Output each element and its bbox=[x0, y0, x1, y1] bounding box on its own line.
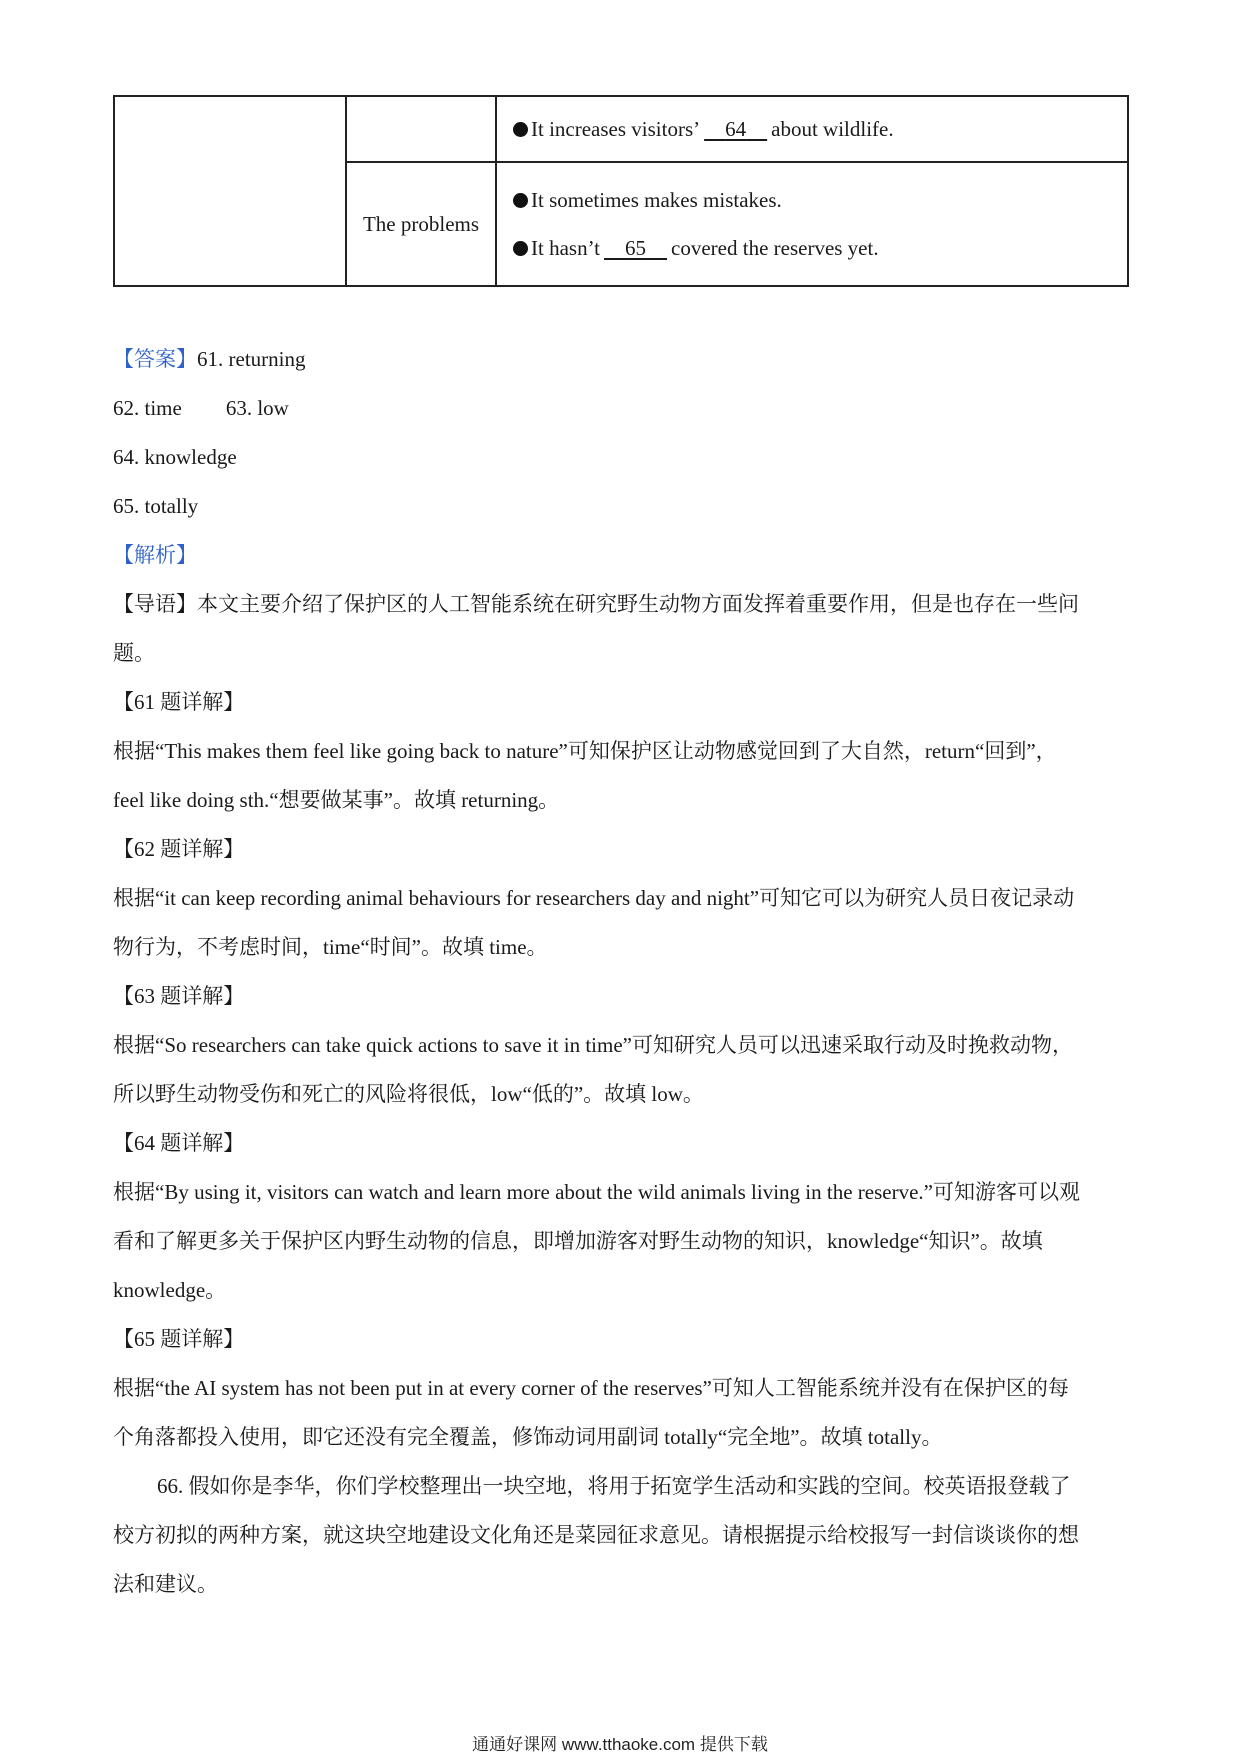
q65-detail: 个角落都投入使用，即它还没有完全覆盖，修饰动词用副词 totally“完全地”。故填 totally。 bbox=[113, 1425, 943, 1449]
q61-detail: feel like doing sth.“想要做某事”。故填 returning。 bbox=[113, 788, 560, 812]
q62-heading: 【62 题详解】 bbox=[113, 837, 245, 861]
fill-blank bbox=[704, 105, 767, 153]
q65-heading: 【65 题详解】 bbox=[113, 1327, 245, 1351]
table-row bbox=[114, 96, 1128, 162]
q62-detail: 物行为，不考虑时间，time“时间”。故填 time。 bbox=[113, 935, 548, 959]
footer-watermark: 通通好课网 www.tthaoke.com 提供下载 bbox=[472, 1735, 768, 1754]
blank-number: 65 bbox=[625, 236, 647, 260]
blank-number: 64 bbox=[725, 117, 747, 141]
q64-heading: 【64 题详解】 bbox=[113, 1131, 245, 1155]
q62-detail: 根据“it can keep recording animal behaviours for researchers day and night”可知它可以为研究人员日夜记录动 bbox=[113, 886, 1075, 910]
analysis-intro: 【导语】本文主要介绍了保护区的人工智能系统在研究野生动物方面发挥着重要作用，但是也存在一些问 bbox=[113, 592, 1079, 616]
bullet-line bbox=[513, 176, 1127, 224]
table-cell-empty bbox=[346, 96, 496, 162]
q64-detail: 看和了解更多关于保护区内野生动物的信息，即增加游客对野生动物的知识，knowledge“知识”。故填 bbox=[113, 1229, 1043, 1253]
answer-65: 65. totally bbox=[113, 494, 199, 518]
question-66: 校方初拟的两种方案，就这块空地建设文化角还是菜园征求意见。请根据提示给校报写一封信谈谈你的想 bbox=[113, 1523, 1079, 1547]
bullet-text: It increases visitors’ bbox=[531, 117, 701, 141]
table-cell-empty bbox=[114, 96, 346, 286]
answer-61: 61. returning bbox=[197, 347, 306, 371]
q64-detail: knowledge。 bbox=[113, 1278, 227, 1302]
question-66: 66. 假如你是李华，你们学校整理出一块空地，将用于拓宽学生活动和实践的空间。校英语报登载了 bbox=[157, 1474, 1071, 1498]
bullet-text: It sometimes makes mistakes. bbox=[531, 188, 782, 212]
q65-detail: 根据“the AI system has not been put in at every corner of the reserves”可知人工智能系统并没有在保护区的每 bbox=[113, 1376, 1069, 1400]
table-row-header: The problems bbox=[346, 162, 496, 286]
answer-64: 64. knowledge bbox=[113, 445, 237, 469]
q64-detail: 根据“By using it, visitors can watch and learn more about the wild animals living in the reserve.”可知游客可以观 bbox=[113, 1180, 1080, 1204]
summary-table bbox=[113, 95, 1129, 287]
fill-blank bbox=[604, 224, 667, 272]
answer-line bbox=[113, 335, 1123, 384]
bullet-line bbox=[513, 105, 1127, 153]
analysis-label: 【解析】 bbox=[113, 543, 197, 567]
analysis-intro: 题。 bbox=[113, 641, 155, 665]
q63-heading: 【63 题详解】 bbox=[113, 984, 245, 1008]
bullet-dot-icon bbox=[513, 193, 528, 208]
bullet-text: covered the reserves yet. bbox=[671, 236, 879, 260]
bullet-text: about wildlife. bbox=[771, 117, 894, 141]
answer-label: 【答案】 bbox=[113, 347, 197, 371]
answer-62: 62. time bbox=[113, 396, 182, 420]
table-cell bbox=[496, 162, 1128, 286]
bullet-dot-icon bbox=[513, 241, 528, 256]
bullet-line bbox=[513, 224, 1127, 272]
bullet-text: It hasn’t bbox=[531, 236, 601, 260]
q61-detail: 根据“This makes them feel like going back to nature”可知保护区让动物感觉回到了大自然，return“回到”， bbox=[113, 739, 1057, 763]
q61-heading: 【61 题详解】 bbox=[113, 690, 245, 714]
table-cell bbox=[496, 96, 1128, 162]
question-66: 法和建议。 bbox=[113, 1572, 218, 1596]
q63-detail: 所以野生动物受伤和死亡的风险将很低，low“低的”。故填 low。 bbox=[113, 1082, 704, 1106]
answer-line bbox=[113, 384, 1123, 433]
q63-detail: 根据“So researchers can take quick actions to save it in time”可知研究人员可以迅速采取行动及时挽救动物， bbox=[113, 1033, 1073, 1057]
bullet-dot-icon bbox=[513, 122, 528, 137]
answer-63: 63. low bbox=[225, 396, 289, 420]
